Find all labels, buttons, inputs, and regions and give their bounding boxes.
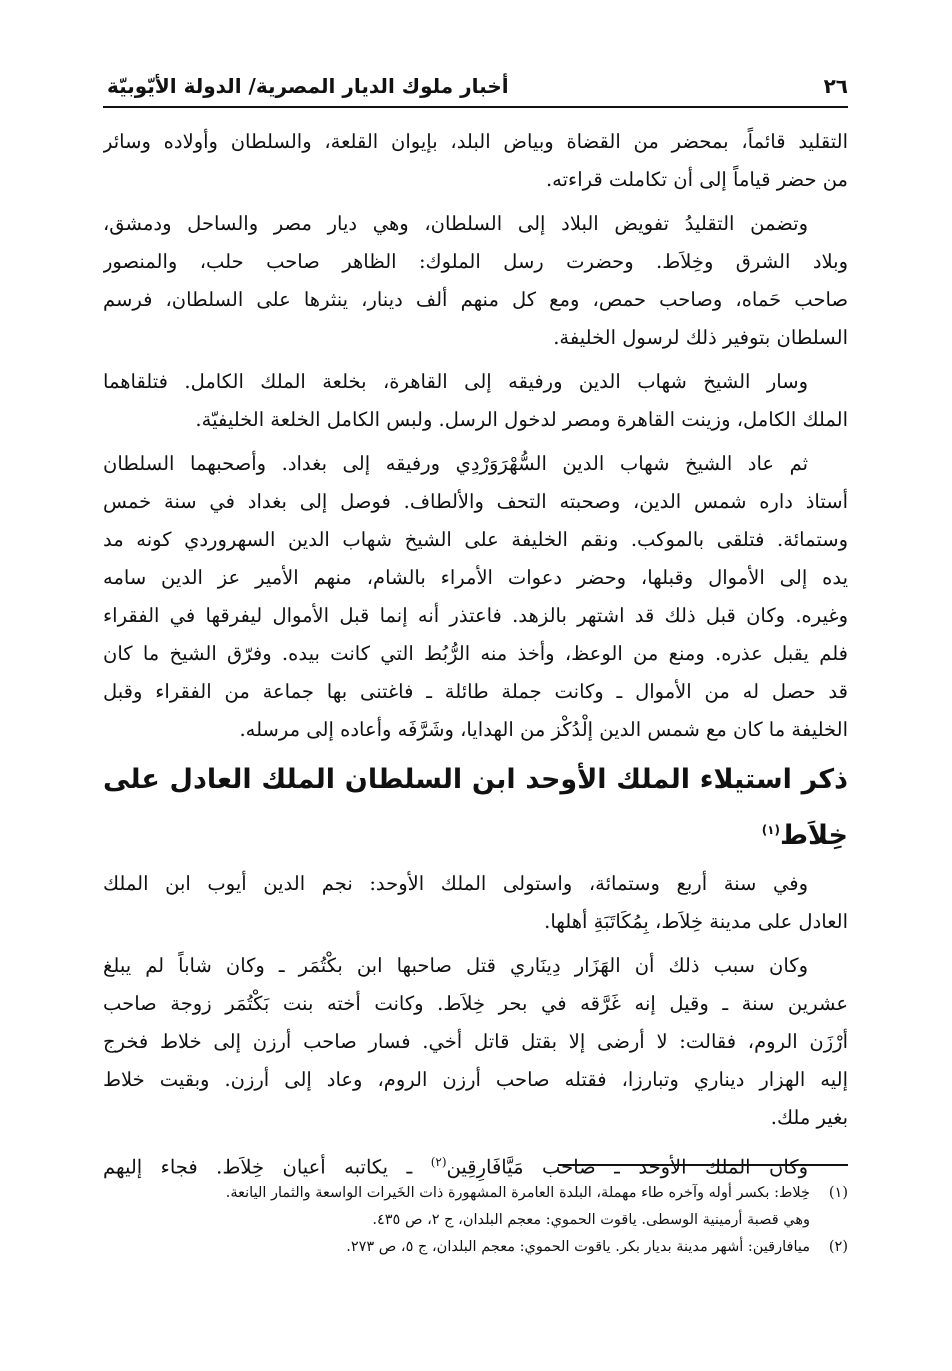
paragraph-line: عشرين سنة ـ وقيل إنه غَرَّقه في بحر خِلاَط. وكانت أخته بنت بَكْتُمَر زوجة صاحب xyxy=(103,992,848,1015)
paragraph xyxy=(103,1143,848,1181)
paragraph xyxy=(103,865,848,941)
paragraph-line: من حضر قياماً إلى أن تكاملت قراءته. xyxy=(545,168,848,191)
paragraph-line: وفي سنة أربع وستمائة، واستولى الملك الأوحد: نجم الدين أيوب ابن الملك xyxy=(103,872,808,895)
paragraphs-after-heading xyxy=(103,865,848,1137)
running-title: أخبار ملوك الديار المصرية/ الدولة الأيّوبيّة xyxy=(107,74,509,98)
paragraph-line: أستاذ داره شمس الدين، وصحبته التحف والألطاف. فوصل إلى بغداد في سنة خمس xyxy=(103,490,848,513)
paragraph-line: إليه الهزار ديناري وتبارزا، فقتله صاحب أرزن الروم، وعاد إلى أرزن. وبقيت خلاط xyxy=(103,1068,848,1091)
paragraph-line: وسار الشيخ شهاب الدين ورفيقه إلى القاهرة، بخلعة الملك الكامل. فتلقاهما xyxy=(103,370,808,393)
paragraph-line: الملك الكامل، وزينت القاهرة ومصر لدخول الرسل. ولبس الكامل الخلعة الخليفيّة. xyxy=(195,408,848,431)
running-header xyxy=(103,70,848,108)
footnote-text: ميافارقين: أشهر مدينة بديار بكر. ياقوت الحموي: معجم البلدان، ج ٥، ص ٢٧٣. xyxy=(346,1239,810,1255)
paragraph-line: وكان سبب ذلك أن الهَزَار دِينَاري قتل صاحبها ابن بكْتُمَر ـ وكان شاباً لم يبلغ xyxy=(103,954,808,977)
paragraph-line: يده إلى الأموال وقبلها، وحضر دعوات الأمراء بالشام، منهم الأمير عز الدين سامه xyxy=(103,566,848,589)
footnote-line xyxy=(103,1180,848,1207)
footnote-ref-1[interactable]: (١) xyxy=(761,823,780,837)
footnote-text: وهي قصبة أرمينية الوسطى. ياقوت الحموي: معجم البلدان، ج ٢، ص ٤٣٥. xyxy=(372,1212,810,1228)
footnote-line xyxy=(103,1207,848,1234)
paragraph xyxy=(103,363,848,439)
paragraph-line: التقليد قائماً، بمحضر من القضاة وبياض البلد، بإيوان القلعة، والسلطان وأولاده وسائر xyxy=(103,130,848,153)
paragraph-line: ثم عاد الشيخ شهاب الدين السُّهْرَوَرْدِي ورفيقه إلى بغداد. وأصحبهما السلطان xyxy=(103,452,808,475)
paragraphs-before-heading xyxy=(103,123,848,749)
footnote-divider xyxy=(558,1164,848,1166)
paragraph-line: فلم يقبل عذره. ومنع من الوعظ، وأخذ منه الرُّبُط التي كانت بيده. وفرّق الشيخ ما كان xyxy=(103,642,848,665)
page-number: ٢٦ xyxy=(823,74,848,98)
footnote-line xyxy=(103,1234,848,1261)
paragraph-line: بغير ملك. xyxy=(770,1106,848,1129)
paragraph-line: وبلاد الشرق وخِلاَط. وحضرت رسل الملوك: الظاهر صاحب حلب، والمنصور xyxy=(103,250,848,273)
paragraph xyxy=(103,123,848,199)
paragraph-line: صاحب حَماه، وصاحب حمص، ومع كل منهم ألف دينار، ينثرها على السلطان، فرسم xyxy=(103,288,848,311)
paragraph-line: أرْزَن الروم، فقالت: لا أرضى إلا بقتل قاتل أخي. فسار صاحب أرزن إلى خلاط فخرج xyxy=(103,1030,848,1053)
section-heading xyxy=(103,755,848,861)
footnote-number: (٢) xyxy=(828,1239,848,1255)
paragraph xyxy=(103,205,848,357)
paragraph-line: قد حصل له من الأموال ـ وكانت جملة طائلة ـ فاغتنى بها جماعة من الفقراء وقبل xyxy=(103,680,848,703)
paragraph-line xyxy=(103,1143,848,1181)
paragraph-line: الخليفة ما كان مع شمس الدين إلْدُكْز من الهدايا، وشَرَّفَه وأعاده إلى مرسله. xyxy=(239,718,848,741)
main-text xyxy=(103,123,848,1187)
footnotes xyxy=(103,1180,848,1261)
paragraph-line: وستمائة. فتلقى بالموكب. ونقم الخليفة على الشيخ شهاب الدين السهروردي كونه مد xyxy=(103,528,848,551)
footnote-text: خِلاط: بكسر أوله وآخره طاء مهملة، البلدة العامرة المشهورة ذات الخَيرات الواسعة والثمار اليانعة. xyxy=(225,1185,810,1201)
paragraph xyxy=(103,947,848,1137)
footnote-number: (١) xyxy=(828,1185,848,1201)
line-text: وكان الملك الأوحد ـ صاحب مَيَّافَارِقِين xyxy=(446,1155,808,1179)
paragraph-line: العادل على مدينة خِلاَط، بِمُكَاتَبَةِ أهلها. xyxy=(544,910,848,933)
line-text: ـ يكاتبه أعيان خِلاَط. فجاء إليهم xyxy=(103,1155,431,1179)
paragraph-line: وتضمن التقليدُ تفويض البلاد إلى السلطان، وهي ديار مصر والساحل ودمشق، xyxy=(103,212,808,235)
paragraph xyxy=(103,445,848,749)
paragraph-line: وغيره. وكان قبل ذلك قد اشتهر بالزهد. فاعتذر أنه إنما قبل الأموال ليفرقها في الفقراء xyxy=(103,604,848,627)
footnote-ref-2[interactable]: (٢) xyxy=(430,1155,447,1169)
section-heading-text: ذكر استيلاء الملك الأوحد ابن السلطان الملك العادل على خِلاَط xyxy=(103,764,848,851)
paragraph-line: السلطان بتوفير ذلك لرسول الخليفة. xyxy=(553,326,848,349)
